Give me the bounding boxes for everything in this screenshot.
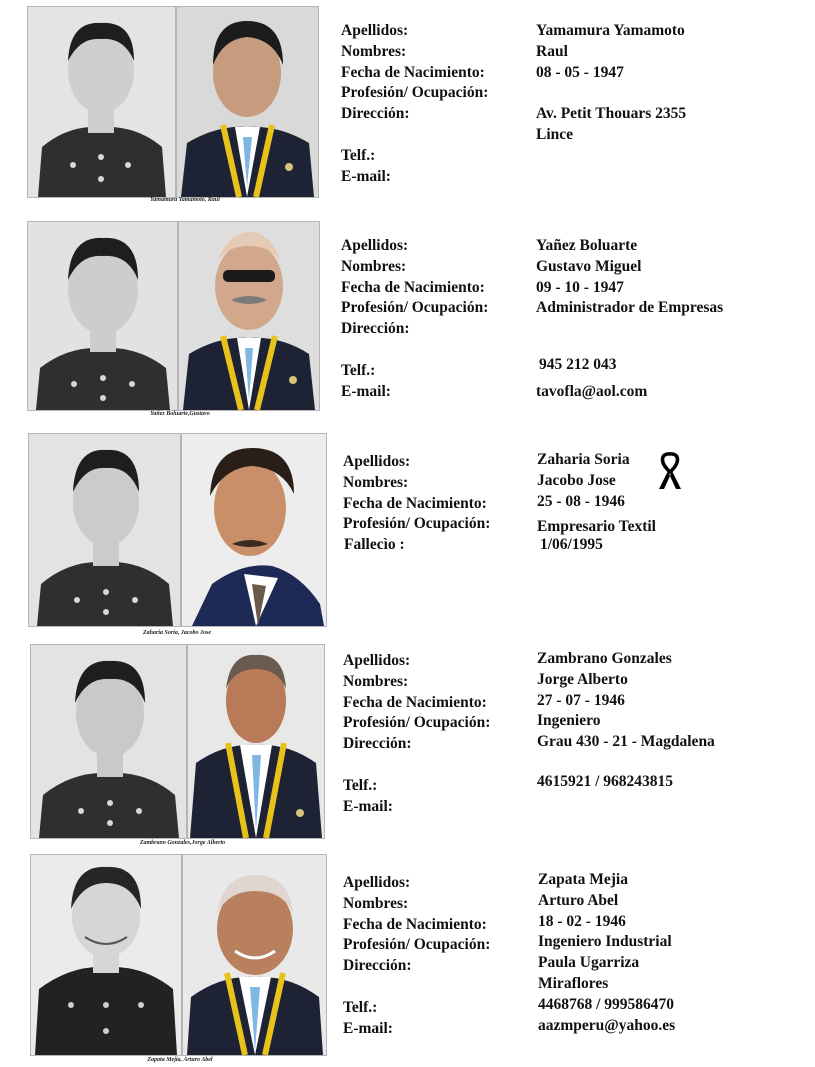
value-email: aazmperu@yahoo.es — [538, 1016, 676, 1034]
photo-caption: Yamamura Yamamoto, Raul — [150, 197, 220, 203]
value-nombres: Gustavo Miguel — [536, 257, 642, 275]
label-apellidos: Apellidos: — [341, 237, 409, 254]
cadet-photo — [30, 644, 187, 839]
label-nombres: Nombres: — [343, 894, 409, 912]
label-profesion: Profesión/ Ocupación: — [341, 299, 489, 317]
label-profesion: Profesión/ Ocupación: — [341, 84, 489, 102]
value-apellidos: Zaharia Soria — [537, 451, 630, 468]
cadet-photo — [27, 221, 178, 411]
label-profesion: Profesión/ Ocupación: — [343, 515, 491, 533]
value-profesion: Ingeniero — [537, 712, 601, 730]
label-direccion: Dirección: — [343, 957, 412, 975]
label-telf: Telf.: — [341, 146, 376, 164]
photo-caption: Zaharia Soria, Jacobo Jose — [142, 630, 211, 636]
label-apellidos: Apellidos: — [343, 453, 411, 470]
field-labels — [343, 873, 490, 1039]
value-nombres: Jorge Alberto — [537, 670, 628, 688]
cadet-photo — [28, 433, 181, 627]
value-direccion-2: Lince — [536, 125, 574, 143]
label-fecha: Fecha de Nacimiento: — [341, 63, 485, 81]
field-labels — [341, 21, 488, 187]
alumni-entry — [0, 852, 815, 1067]
value-apellidos: Zambrano Gonzales — [537, 650, 672, 667]
value-telf: 945 212 043 — [539, 355, 617, 373]
value-nombres: Raul — [536, 42, 568, 60]
value-profesion: Empresario Textil — [537, 518, 656, 536]
value-apellidos: Yamamura Yamamoto — [536, 22, 685, 39]
label-apellidos: Apellidos: — [343, 874, 411, 891]
label-fallecio: Fallecìo : — [344, 536, 405, 554]
label-telf: Telf.: — [343, 998, 378, 1016]
recent-photo — [182, 854, 327, 1056]
label-telf: Telf.: — [343, 776, 378, 794]
photo-caption: Yañez Boluarte,Gustavo — [150, 411, 210, 417]
label-nombres: Nombres: — [341, 42, 407, 60]
value-direccion: Paula Ugarriza — [538, 954, 640, 972]
field-values — [538, 870, 675, 1036]
field-labels — [343, 452, 490, 556]
value-telf: 4615921 / 968243815 — [537, 772, 674, 790]
alumni-entry — [0, 0, 815, 212]
label-direccion: Dirección: — [341, 105, 410, 123]
value-email — [536, 167, 686, 188]
recent-photo — [187, 644, 325, 839]
value-fallecio: 1/06/1995 — [540, 536, 603, 554]
cadet-photo — [30, 854, 182, 1056]
value-telf — [536, 146, 686, 167]
recent-photo — [178, 221, 320, 411]
label-apellidos: Apellidos: — [341, 22, 409, 39]
value-fecha: 09 - 10 - 1947 — [536, 278, 624, 296]
label-fecha: Fecha de Nacimiento: — [343, 915, 487, 933]
label-fecha: Fecha de Nacimiento: — [341, 278, 485, 296]
mourning-ribbon-icon — [657, 452, 683, 490]
label-fecha: Fecha de Nacimiento: — [343, 494, 487, 512]
value-telf: 4468768 / 999586470 — [538, 995, 675, 1013]
value-nombres: Arturo Abel — [538, 891, 619, 909]
label-nombres: Nombres: — [343, 672, 409, 690]
photo-caption: Zapata Mejia, Arturo Abel — [147, 1057, 213, 1063]
label-nombres: Nombres: — [343, 473, 409, 491]
label-direccion: Dirección: — [343, 735, 412, 753]
alumni-entry — [0, 430, 815, 640]
label-nombres: Nombres: — [341, 257, 407, 275]
field-values — [536, 21, 686, 187]
value-direccion: Grau 430 - 21 - Magdalena — [537, 733, 715, 751]
field-values — [536, 236, 723, 402]
alumni-entry — [0, 218, 815, 424]
label-fecha: Fecha de Nacimiento: — [343, 693, 487, 711]
field-values — [537, 450, 656, 556]
value-apellidos: Zapata Mejia — [538, 871, 628, 888]
value-direccion-2: Miraflores — [538, 974, 609, 992]
value-fecha: 08 - 05 - 1947 — [536, 63, 624, 81]
label-profesion: Profesión/ Ocupación: — [343, 936, 491, 954]
label-apellidos: Apellidos: — [343, 652, 411, 669]
alumni-entry — [0, 640, 815, 852]
cadet-photo — [27, 6, 176, 198]
value-fecha: 27 - 07 - 1946 — [537, 691, 625, 709]
field-labels — [341, 236, 488, 402]
label-telf: Telf.: — [341, 361, 376, 379]
value-fecha: 18 - 02 - 1946 — [538, 912, 626, 930]
field-labels — [343, 651, 490, 817]
label-email: E-mail: — [343, 1019, 393, 1037]
label-email: E-mail: — [341, 382, 391, 400]
value-profesion: Administrador de Empresas — [536, 299, 724, 317]
label-email: E-mail: — [341, 167, 391, 185]
label-profesion: Profesión/ Ocupación: — [343, 714, 491, 732]
recent-photo — [176, 6, 319, 198]
value-apellidos: Yañez Boluarte — [536, 237, 638, 254]
recent-photo — [181, 433, 327, 627]
label-email: E-mail: — [343, 797, 393, 815]
value-fecha: 25 - 08 - 1946 — [537, 492, 625, 510]
field-values — [537, 649, 715, 813]
value-direccion — [536, 319, 723, 340]
value-email: tavofla@aol.com — [536, 382, 648, 400]
value-direccion: Av. Petit Thouars 2355 — [536, 105, 687, 123]
value-email — [537, 793, 715, 814]
value-profesion — [536, 83, 686, 104]
value-nombres: Jacobo Jose — [537, 471, 616, 489]
value-profesion: Ingeniero Industrial — [538, 933, 672, 951]
photo-caption: Zambrano Gonzales,Jorge Alberto — [139, 840, 226, 846]
label-direccion: Dirección: — [341, 320, 410, 338]
